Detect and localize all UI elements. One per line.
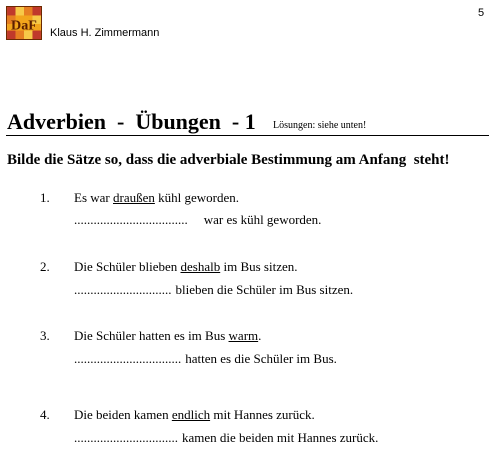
exercise-sentence: Die beiden kamen endlich mit Hannes zurück. <box>74 407 315 422</box>
svg-text:DaF: DaF <box>11 17 37 34</box>
exercise-answer-line: .............................. blieben die Schüler im Bus sitzen. <box>74 282 354 297</box>
exercise-number: 2. <box>40 259 50 274</box>
adverb-underlined: warm <box>228 328 259 343</box>
exercise-number: 1. <box>40 190 50 205</box>
answer-blank: ................................. <box>74 351 182 366</box>
worksheet-title: Adverbien - Übungen - 1 <box>7 109 256 134</box>
exercise-number: 4. <box>40 407 50 422</box>
exercise-number: 3. <box>40 328 50 343</box>
adverb-underlined: draußen <box>113 190 155 205</box>
daf-logo <box>6 6 42 40</box>
solution-note: Lösungen: siehe unten! <box>273 120 367 131</box>
adverb-underlined: deshalb <box>180 259 221 274</box>
answer-blank: .............................. <box>74 282 172 297</box>
title-divider <box>6 135 489 136</box>
exercise-answer-line: ................................. hatten es die Schüler im Bus. <box>74 351 337 366</box>
exercise-answer-line: ................................ kamen die beiden mit Hannes zurück. <box>74 430 379 445</box>
exercise-answer-line: ................................... war es kühl geworden. <box>74 212 322 227</box>
instruction: Bilde die Sätze so, dass die adverbiale Bestimmung am Anfang steht! <box>7 152 450 168</box>
exercise-sentence: Die Schüler hatten es im Bus warm. <box>74 328 262 343</box>
page-number: 5 <box>478 7 485 19</box>
author-name: Klaus H. Zimmermann <box>50 27 160 39</box>
exercise-sentence: Die Schüler blieben deshalb im Bus sitzen. <box>74 259 298 274</box>
exercise-sentence: Es war draußen kühl geworden. <box>74 190 239 205</box>
adverb-underlined: endlich <box>171 407 211 422</box>
answer-blank: ................................ <box>74 430 178 445</box>
answer-blank: ................................... <box>74 212 188 227</box>
